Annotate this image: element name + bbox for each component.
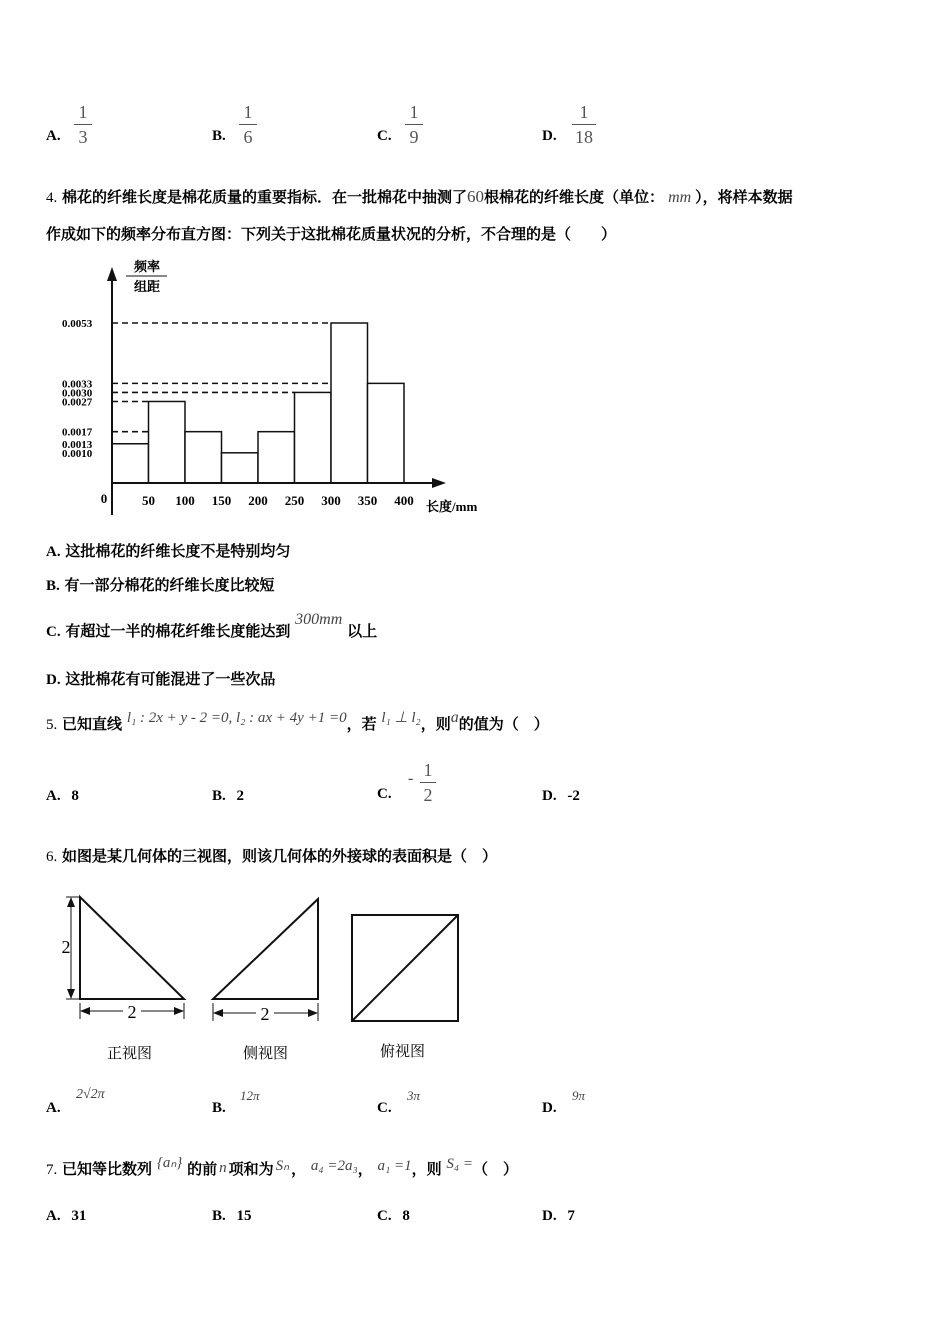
side-view	[213, 899, 318, 1024]
y-tick-label: 0.0027	[62, 396, 93, 409]
q4-option-d	[46, 668, 275, 689]
q4-option-b	[46, 574, 275, 595]
q5-text: 的值为（ ）	[458, 715, 549, 733]
option-text: 有超过一半的棉花纤维长度能达到	[65, 622, 291, 640]
x-axis-label: 长度/mm	[426, 499, 478, 514]
q7-option-c	[377, 1206, 410, 1225]
front-height-label: 2	[61, 937, 71, 957]
option-letter: A.	[46, 1208, 61, 1224]
q3-option-c-fraction	[405, 102, 423, 147]
option-letter: B.	[212, 788, 226, 804]
histogram-bar	[368, 383, 405, 483]
option-value: -2	[567, 788, 580, 804]
q5-option-c-fraction	[420, 760, 436, 805]
q3-option-b-fraction	[239, 102, 257, 147]
x-axis-arrow	[432, 478, 446, 488]
option-value: 31	[71, 1208, 87, 1224]
q5-text: ，若	[346, 715, 377, 733]
three-view-diagram	[55, 885, 475, 1065]
q7-s4: S₄ =	[446, 1156, 473, 1172]
y-tick-label: 0.0033	[62, 378, 93, 391]
x-tick-label: 250	[284, 493, 305, 508]
y-tick-label: 0.0013	[62, 438, 93, 451]
q7-text: （ ）	[473, 1160, 519, 1178]
question-number: 6.	[46, 849, 58, 865]
x-tick-label: 200	[248, 493, 268, 508]
front-view	[62, 897, 185, 1022]
q4-text: 棉花的纤维长度是棉花质量的重要指标．在一批棉花中抽测了	[62, 188, 468, 206]
option-letter: B.	[212, 1208, 226, 1224]
q3-option-a-fraction	[74, 102, 92, 147]
q6-text: 如图是某几何体的三视图，则该几何体的外接球的表面积是（ ）	[62, 847, 498, 865]
q5-option-a	[46, 786, 79, 805]
x-tick-label: 100	[175, 493, 195, 508]
fraction-denominator: 2	[423, 785, 433, 805]
option-letter: D.	[46, 672, 61, 688]
q7-condition-1: a₄ =2a₃	[310, 1158, 358, 1174]
histogram-bar	[222, 453, 259, 483]
option-letter: B.	[46, 578, 60, 594]
q3-option-c-letter: C.	[377, 128, 392, 144]
option-value: 7	[567, 1208, 575, 1224]
histogram-bar	[331, 323, 368, 483]
q5-option-c-letter: C.	[377, 786, 392, 802]
caption-top-view: 俯视图	[380, 1042, 426, 1060]
q7-text: ，	[357, 1160, 373, 1178]
q4-text: 根棉花的纤维长度（单位：	[484, 188, 665, 206]
q5-option-c-sign: -	[408, 770, 414, 787]
option-letter: A.	[46, 544, 61, 560]
q7-text: 已知等比数列	[62, 1160, 153, 1178]
q7-n: n	[219, 1160, 227, 1176]
q5-text: 已知直线	[62, 715, 123, 733]
fraction-numerator: 1	[423, 760, 433, 780]
q6-option-c-letter: C.	[377, 1100, 392, 1116]
q6-option-d-value: 9π	[572, 1088, 586, 1103]
q6-option-a-letter: A.	[46, 1100, 61, 1116]
q4-unit: mm	[668, 189, 692, 206]
q7-sequence: {aₙ}	[156, 1155, 183, 1171]
caption-side-view: 侧视图	[243, 1044, 289, 1062]
q5-stem	[46, 709, 549, 734]
histogram-bar	[258, 432, 295, 483]
q7-text: ，	[291, 1160, 307, 1178]
q5-option-b	[212, 786, 244, 805]
q7-option-a	[46, 1206, 86, 1225]
option-letter: C.	[46, 624, 61, 640]
q6-option-a-value: 2√2π	[76, 1087, 105, 1102]
x-tick-label: 400	[394, 493, 414, 508]
q6-option-d-letter: D.	[542, 1100, 557, 1116]
x-tick-label: 50	[142, 493, 155, 508]
fraction-numerator: 1	[579, 102, 589, 122]
option-text: 这批棉花有可能混进了一些次品	[65, 670, 276, 688]
q4-option-a	[46, 540, 290, 561]
q3-option-a-letter: A.	[46, 128, 61, 144]
fraction-denominator: 3	[78, 127, 88, 147]
fraction-denominator: 18	[575, 127, 593, 147]
x-tick-label: 300	[321, 493, 341, 508]
q7-option-b	[212, 1206, 252, 1225]
q7-text: 项和为	[228, 1160, 274, 1178]
fraction-denominator: 9	[409, 127, 419, 147]
option-text: 有一部分棉花的纤维长度比较短	[64, 576, 275, 594]
option-letter: D.	[542, 788, 557, 804]
q7-text: ，则	[411, 1160, 442, 1178]
fraction-denominator: 6	[243, 127, 253, 147]
q7-sn: Sₙ	[275, 1158, 290, 1174]
q4-stem-line2: 作成如下的频率分布直方图：下列关于这批棉花质量状况的分析，不合理的是（ ）	[46, 225, 617, 243]
q5-perpendicular: l₁ ⊥ l₂	[381, 710, 421, 726]
y-axis-label-bottom: 组距	[133, 279, 161, 294]
option-value: 2	[236, 788, 245, 804]
q6-option-b-value: 12π	[240, 1088, 260, 1103]
q5-option-d	[542, 786, 580, 805]
histogram-bar	[112, 444, 149, 483]
fraction-numerator: 1	[243, 102, 253, 122]
y-tick-label: 0.0017	[62, 426, 93, 439]
q6-option-c-value: 3π	[407, 1088, 421, 1103]
x-tick-label: 150	[211, 493, 232, 508]
q4-stem-line1	[46, 186, 916, 207]
q3-option-d-fraction	[572, 102, 596, 147]
frequency-histogram	[60, 255, 500, 523]
q6-option-b-letter: B.	[212, 1100, 226, 1116]
y-tick-label: 0.0030	[62, 387, 93, 400]
y-tick-label: 0.0053	[62, 318, 93, 330]
histogram-bar	[185, 432, 222, 483]
y-tick-label: 0.0010	[62, 447, 93, 460]
q7-option-d	[542, 1206, 575, 1225]
y-axis-label-top: 频率	[133, 259, 161, 274]
option-value: 8	[402, 1208, 410, 1224]
q7-condition-2: a₁ =1	[377, 1158, 412, 1174]
q3-option-d-letter: D.	[542, 128, 557, 144]
q7-stem	[46, 1155, 519, 1179]
q6-stem	[46, 845, 497, 866]
front-width-label: 2	[127, 1002, 137, 1022]
q7-text: 的前	[187, 1160, 218, 1178]
q5-line-equations: l₁ : 2x + y - 2 =0, l₂ : ax + 4y +1 =0	[126, 710, 347, 726]
q5-variable-a: a	[450, 709, 459, 726]
option-text: 以上	[347, 622, 378, 640]
side-width-label: 2	[260, 1004, 270, 1024]
q5-text: ，则	[420, 715, 451, 733]
question-number: 4.	[46, 190, 58, 206]
option-math: 300mm	[295, 611, 343, 628]
histogram-bar	[149, 401, 186, 483]
option-letter: D.	[542, 1208, 557, 1224]
origin-label: 0	[100, 491, 108, 506]
question-number: 5.	[46, 717, 58, 733]
fraction-numerator: 1	[409, 102, 419, 122]
option-letter: C.	[377, 1208, 392, 1224]
option-text: 这批棉花的纤维长度不是特别均匀	[65, 542, 291, 560]
caption-front-view: 正视图	[107, 1044, 153, 1062]
q4-text: ），将样本数据	[695, 188, 793, 206]
x-tick-label: 350	[357, 493, 378, 508]
question-number: 7.	[46, 1162, 58, 1178]
y-axis-arrow	[107, 267, 117, 281]
histogram-bar	[295, 392, 332, 483]
option-value: 15	[236, 1208, 252, 1224]
q4-sample-count: 60	[467, 187, 485, 206]
option-value: 8	[71, 788, 79, 804]
top-view	[352, 915, 458, 1021]
fraction-numerator: 1	[78, 102, 88, 122]
q4-option-c	[46, 611, 378, 641]
q3-option-b-letter: B.	[212, 128, 226, 144]
option-letter: A.	[46, 788, 61, 804]
